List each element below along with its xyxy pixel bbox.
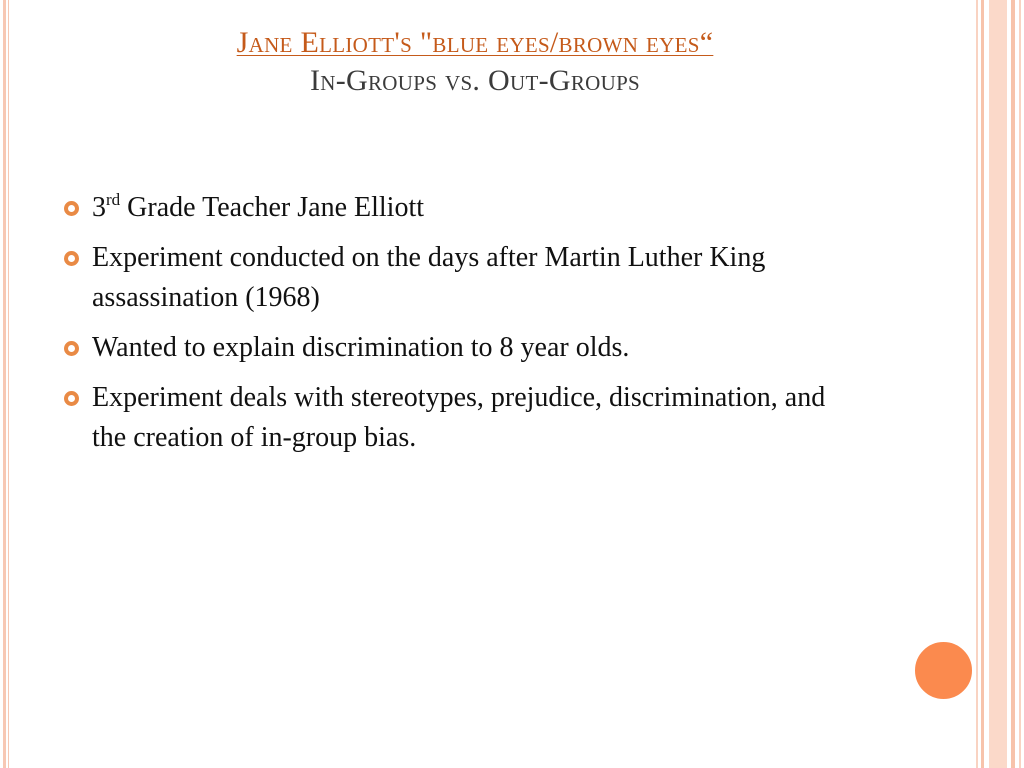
ring-bullet-icon — [64, 201, 79, 216]
orange-circle-icon — [912, 639, 975, 702]
bullet-superscript: rd — [106, 190, 121, 209]
left-border-stripes — [0, 0, 16, 768]
ring-bullet-icon — [64, 341, 79, 356]
slide-title — [40, 24, 910, 100]
bullet-item — [62, 378, 862, 458]
bullet-text: Experiment conducted on the days after Martin Luther King assassination (1968) — [92, 242, 766, 313]
ring-bullet-icon — [64, 391, 79, 406]
bullet-item — [62, 238, 862, 318]
ring-bullet-icon — [64, 251, 79, 266]
title-line-1: Jane Elliott's "blue eyes/brown eyes“ — [236, 26, 714, 59]
bullet-item — [62, 188, 862, 228]
bullet-text: Experiment deals with stereotypes, prejudice, discrimination, and the creation of in-group bias. — [92, 382, 826, 453]
title-line-2: In-Groups vs. Out-Groups — [309, 64, 641, 97]
right-border-stripes — [976, 0, 1024, 768]
bullet-list — [62, 188, 862, 468]
bullet-item — [62, 328, 862, 368]
bullet-text: Grade Teacher Jane Elliott — [120, 192, 425, 223]
bullet-prefix: 3 — [92, 192, 106, 223]
bullet-text: Wanted to explain discrimination to 8 year olds. — [92, 332, 630, 363]
